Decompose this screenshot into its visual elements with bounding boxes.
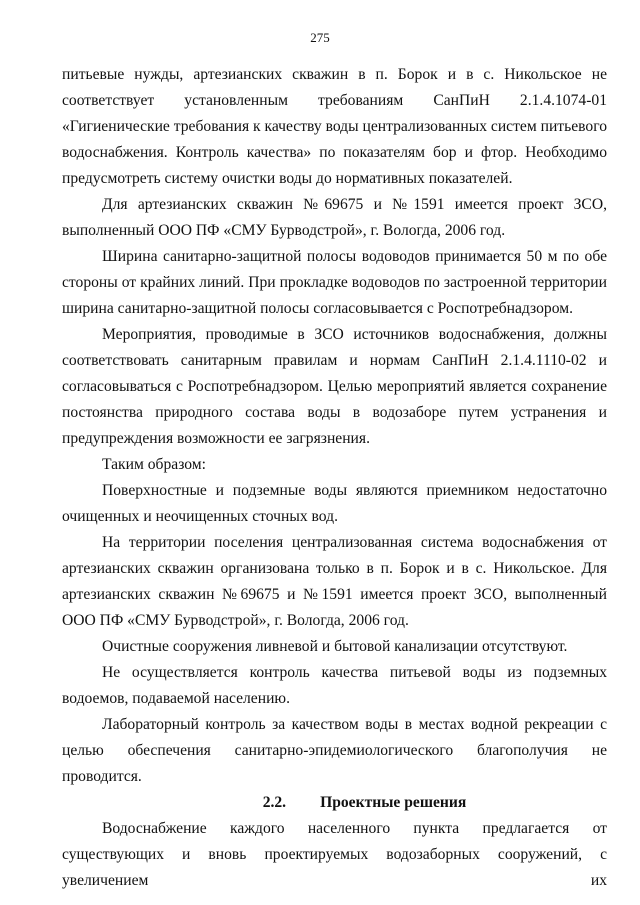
- paragraph-6: Поверхностные и подземные воды являются приемником недостаточно очищенных и неочищенных сточных вод.: [62, 482, 607, 525]
- paragraph-final: Водоснабжение каждого населенного пункта предлагается от существующих и вновь проектируемых водозаборных сооружений, с увеличением их: [62, 820, 607, 889]
- body-text: [62, 62, 607, 894]
- section-heading: [62, 790, 607, 816]
- paragraph-7: На территории поселения централизованная система водоснабжения от артезианских скважин организована только в п. Борок и в с. Никольское. Для артезианских скважин №69675 и №1591 имеется проект ЗСО, выполненный ООО ПФ «СМУ Бурводстрой», г. Вологда, 2006 год.: [62, 534, 607, 629]
- paragraph-10: Лабораторный контроль за качеством воды в местах водной рекреации с целью обеспечения санитарно-эпидемиологического благополучия не проводится.: [62, 716, 607, 785]
- section-title: Проектные решения: [320, 794, 467, 811]
- paragraph-2: Для артезианских скважин №69675 и №1591 имеется проект ЗСО, выполненный ООО ПФ «СМУ Бурводстрой», г. Вологда, 2006 год.: [62, 196, 607, 239]
- section-number: 2.2.: [262, 794, 287, 811]
- paragraph-4: Мероприятия, проводимые в ЗСО источников водоснабжения, должны соответствовать санитарным правилам и нормам СанПиН 2.1.4.1110-02 и согласовываться с Роспотребнадзором. Целью мероприятий является сохранение постоянства природного состава воды в водозаборе путем устранения и предупреждения возможности ее загрязнения.: [62, 326, 607, 447]
- paragraph-9: Не осуществляется контроль качества питьевой воды из подземных водоемов, подаваемой населению.: [62, 664, 607, 707]
- paragraph-1: питьевые нужды, артезианских скважин в п. Борок и в с. Никольское не соответствует установленным требованиям СанПиН 2.1.4.1074-01 «Гигиенические требования к качеству воды централизованных систем питьевого водоснабжения. Контроль качества» по показателям бор и фтор. Необходимо предусмотреть систему очистки воды до нормативных показателей.: [62, 66, 607, 187]
- page-number: 275: [310, 30, 330, 45]
- paragraph-5: Таким образом:: [102, 456, 206, 473]
- paragraph-3: Ширина санитарно-защитной полосы водоводов принимается 50 м по обе стороны от крайних линий. При прокладке водоводов по застроенной территории ширина санитарно-защитной полосы согласовывается с Роспотребнадзором.: [62, 248, 607, 317]
- paragraph-8: Очистные сооружения ливневой и бытовой канализации отсутствуют.: [102, 638, 568, 655]
